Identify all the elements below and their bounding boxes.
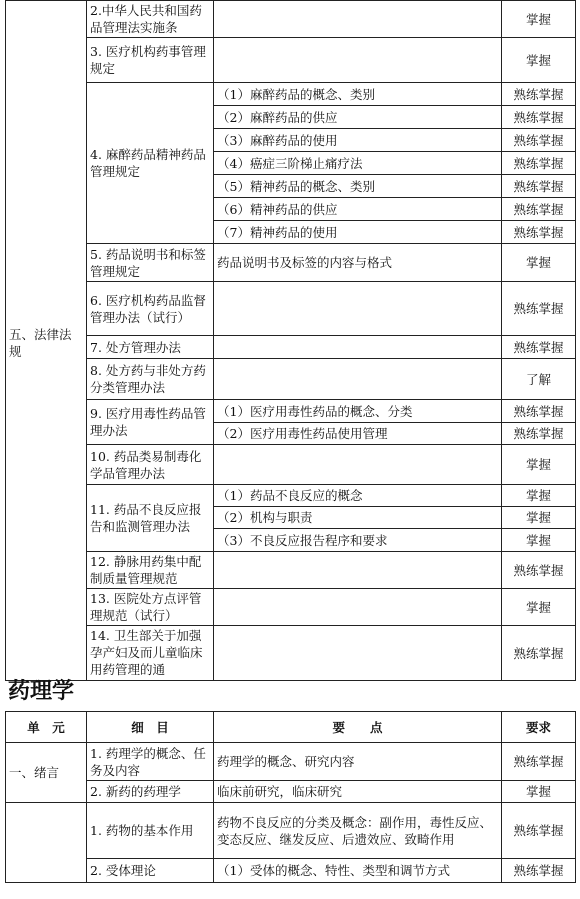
requirement-cell: 熟练掌握 xyxy=(502,743,576,781)
requirement-cell: 熟练掌握 xyxy=(502,336,576,359)
requirement-cell: 掌握 xyxy=(502,445,576,485)
table-row xyxy=(6,38,576,83)
table-row xyxy=(6,589,576,626)
unit-cell: 五、法律法规 xyxy=(6,1,87,681)
table-row xyxy=(6,445,576,485)
point-cell: 药物不良反应的分类及概念：副作用，毒性反应、变态反应、继发反应、后遗效应、致畸作用 xyxy=(214,803,502,859)
point-cell: （6）精神药品的供应 xyxy=(214,198,502,221)
topic-cell: 7. 处方管理办法 xyxy=(87,336,214,359)
header-detail: 细 目 xyxy=(87,712,214,743)
point-cell: （3）不良反应报告程序和要求 xyxy=(214,529,502,552)
topic-cell: 6. 医疗机构药品监督管理办法（试行） xyxy=(87,282,214,336)
point-cell xyxy=(214,589,502,626)
table-row xyxy=(6,552,576,589)
point-cell xyxy=(214,1,502,38)
requirement-cell: 熟练掌握 xyxy=(502,83,576,106)
requirement-cell: 熟练掌握 xyxy=(502,282,576,336)
table-row xyxy=(6,859,576,883)
point-cell: 临床前研究，临床研究 xyxy=(214,781,502,803)
topic-text: 14. 卫生部关于加强孕产妇及而儿童临床用药管理的通 xyxy=(90,628,203,677)
table-row xyxy=(6,1,576,38)
point-cell: （2）机构与职责 xyxy=(214,507,502,529)
topic-cell: 3. 医疗机构药事管理规定 xyxy=(87,38,214,83)
requirement-cell: 熟练掌握 xyxy=(502,626,576,681)
topic-cell: 5. 药品说明书和标签管理规定 xyxy=(87,244,214,282)
table-row xyxy=(6,743,576,781)
requirement-cell: 熟练掌握 xyxy=(502,552,576,589)
requirement-cell: 掌握 xyxy=(502,781,576,803)
header-unit: 单 元 xyxy=(6,712,87,743)
requirement-cell: 熟练掌握 xyxy=(502,221,576,244)
table-row xyxy=(6,282,576,336)
point-cell: （3）麻醉药品的使用 xyxy=(214,129,502,152)
topic-cell: 12. 静脉用药集中配制质量管理规范 xyxy=(87,552,214,589)
requirement-cell: 熟练掌握 xyxy=(502,859,576,883)
requirement-cell: 掌握 xyxy=(502,244,576,282)
topic-cell: 13. 医院处方点评管理规范（试行） xyxy=(87,589,214,626)
table-row xyxy=(6,83,576,106)
requirement-cell: 掌握 xyxy=(502,589,576,626)
pharmacology-table xyxy=(5,711,576,883)
requirement-cell: 熟练掌握 xyxy=(502,129,576,152)
unit-cell xyxy=(6,803,87,883)
header-requirement: 要求 xyxy=(502,712,576,743)
requirement-cell: 熟练掌握 xyxy=(502,198,576,221)
point-cell: （5）精神药品的概念、类别 xyxy=(214,175,502,198)
section-heading: 药理学 xyxy=(8,679,75,704)
header-point: 要 点 xyxy=(214,712,502,743)
point-cell: （1）医疗用毒性药品的概念、分类 xyxy=(214,400,502,423)
topic-cell xyxy=(87,626,214,681)
point-cell: （1）药品不良反应的概念 xyxy=(214,485,502,507)
requirement-cell: 熟练掌握 xyxy=(502,106,576,129)
requirement-cell: 掌握 xyxy=(502,507,576,529)
requirement-cell: 熟练掌握 xyxy=(502,175,576,198)
table-row xyxy=(6,336,576,359)
table-row xyxy=(6,359,576,400)
point-cell: （7）精神药品的使用 xyxy=(214,221,502,244)
table-row xyxy=(6,803,576,859)
table-row xyxy=(6,400,576,423)
header-row xyxy=(6,712,576,743)
topic-cell: 10. 药品类易制毒化学品管理办法 xyxy=(87,445,214,485)
requirement-cell: 熟练掌握 xyxy=(502,803,576,859)
point-cell xyxy=(214,552,502,589)
topic-cell: 11. 药品不良反应报告和监测管理办法 xyxy=(87,485,214,552)
table-row xyxy=(6,781,576,803)
requirement-cell: 熟练掌握 xyxy=(502,152,576,175)
point-cell: （2）医疗用毒性药品使用管理 xyxy=(214,423,502,445)
point-cell: （2）麻醉药品的供应 xyxy=(214,106,502,129)
requirement-cell: 了解 xyxy=(502,359,576,400)
detail-cell: 1. 药理学的概念、任务及内容 xyxy=(87,743,214,781)
topic-cell: 4. 麻醉药品精神药品管理规定 xyxy=(87,83,214,244)
point-cell xyxy=(214,282,502,336)
requirement-cell: 掌握 xyxy=(502,38,576,83)
topic-cell: 9. 医疗用毒性药品管理办法 xyxy=(87,400,214,445)
requirement-cell: 掌握 xyxy=(502,529,576,552)
requirement-cell: 熟练掌握 xyxy=(502,400,576,423)
detail-cell: 2. 受体理论 xyxy=(87,859,214,883)
point-cell xyxy=(214,626,502,681)
point-cell xyxy=(214,445,502,485)
requirement-cell: 熟练掌握 xyxy=(502,423,576,445)
point-cell xyxy=(214,38,502,83)
requirement-cell: 掌握 xyxy=(502,1,576,38)
topic-cell: 8. 处方药与非处方药分类管理办法 xyxy=(87,359,214,400)
table-row xyxy=(6,244,576,282)
point-cell: （1）受体的概念、特性、类型和调节方式 xyxy=(214,859,502,883)
detail-cell: 2. 新药的药理学 xyxy=(87,781,214,803)
point-cell xyxy=(214,336,502,359)
point-cell: 药品说明书及标签的内容与格式 xyxy=(214,244,502,282)
table-row xyxy=(6,485,576,507)
table-row xyxy=(6,626,576,681)
point-cell: （4）癌症三阶梯止痛疗法 xyxy=(214,152,502,175)
topic-cell: 2.中华人民共和国药品管理法实施条 xyxy=(87,1,214,38)
point-cell: （1）麻醉药品的概念、类别 xyxy=(214,83,502,106)
requirement-cell: 掌握 xyxy=(502,485,576,507)
point-cell: 药理学的概念、研究内容 xyxy=(214,743,502,781)
law-regulation-table xyxy=(5,0,576,681)
detail-cell: 1. 药物的基本作用 xyxy=(87,803,214,859)
unit-cell: 一、绪言 xyxy=(6,743,87,803)
point-cell xyxy=(214,359,502,400)
